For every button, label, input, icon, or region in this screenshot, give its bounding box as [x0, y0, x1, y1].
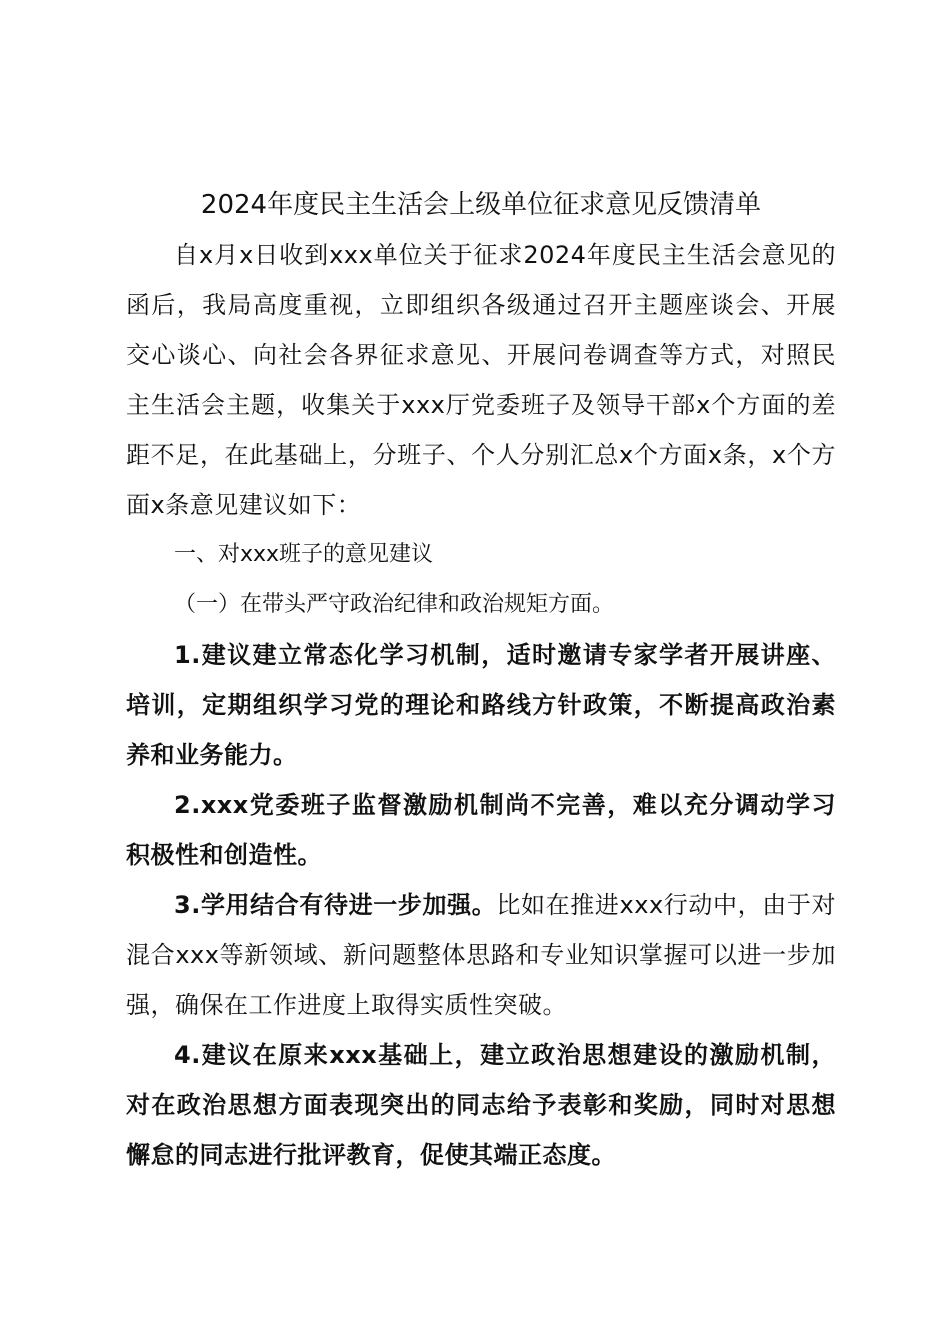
item-1-paragraph: 1.建议建立常态化学习机制，适时邀请专家学者开展讲座、培训，定期组织学习党的理论和路线方针政策，不断提高政治素养和业务能力。 — [126, 641, 836, 769]
item-3-lead: 3.学用结合有待进一步加强。 — [174, 891, 497, 919]
item-3-paragraph — [126, 880, 836, 1030]
document-title: 2024年度民主生活会上级单位征求意见反馈清单 — [200, 190, 762, 220]
item-3-body: 比如在推进xxx行动中，由于对混合xxx等新领域、新问题整体思路和专业知识掌握可以进一步加强，确保在工作进度上取得实质性突破。 — [126, 891, 837, 1019]
subsection-heading: （一）在带头严守政治纪律和政治规矩方面。 — [174, 592, 615, 617]
section-heading: 一、对xxx班子的意见建议 — [174, 542, 434, 567]
document-body — [126, 180, 836, 1180]
intro-paragraph: 自x月x日收到xxx单位关于征求2024年度民主生活会意见的函后，我局高度重视，立即组织各级通过召开主题座谈会、开展交心谈心、向社会各界征求意见、开展问卷调查等方式，对照民主生活会主题，收集关于xxx厅党委班子及领导干部x个方面的差距不足，在此基础上，分班子、个人分别汇总x个方面x条，x个方面x条意见建议如下： — [126, 241, 836, 519]
item-2-paragraph: 2.xxx党委班子监督激励机制尚不完善，难以充分调动学习积极性和创造性。 — [126, 791, 836, 869]
item-4-paragraph: 4.建议在原来xxx基础上，建立政治思想建设的激励机制，对在政治思想方面表现突出的同志给予表彰和奖励，同时对思想懈怠的同志进行批评教育，促使其端正态度。 — [126, 1041, 836, 1169]
